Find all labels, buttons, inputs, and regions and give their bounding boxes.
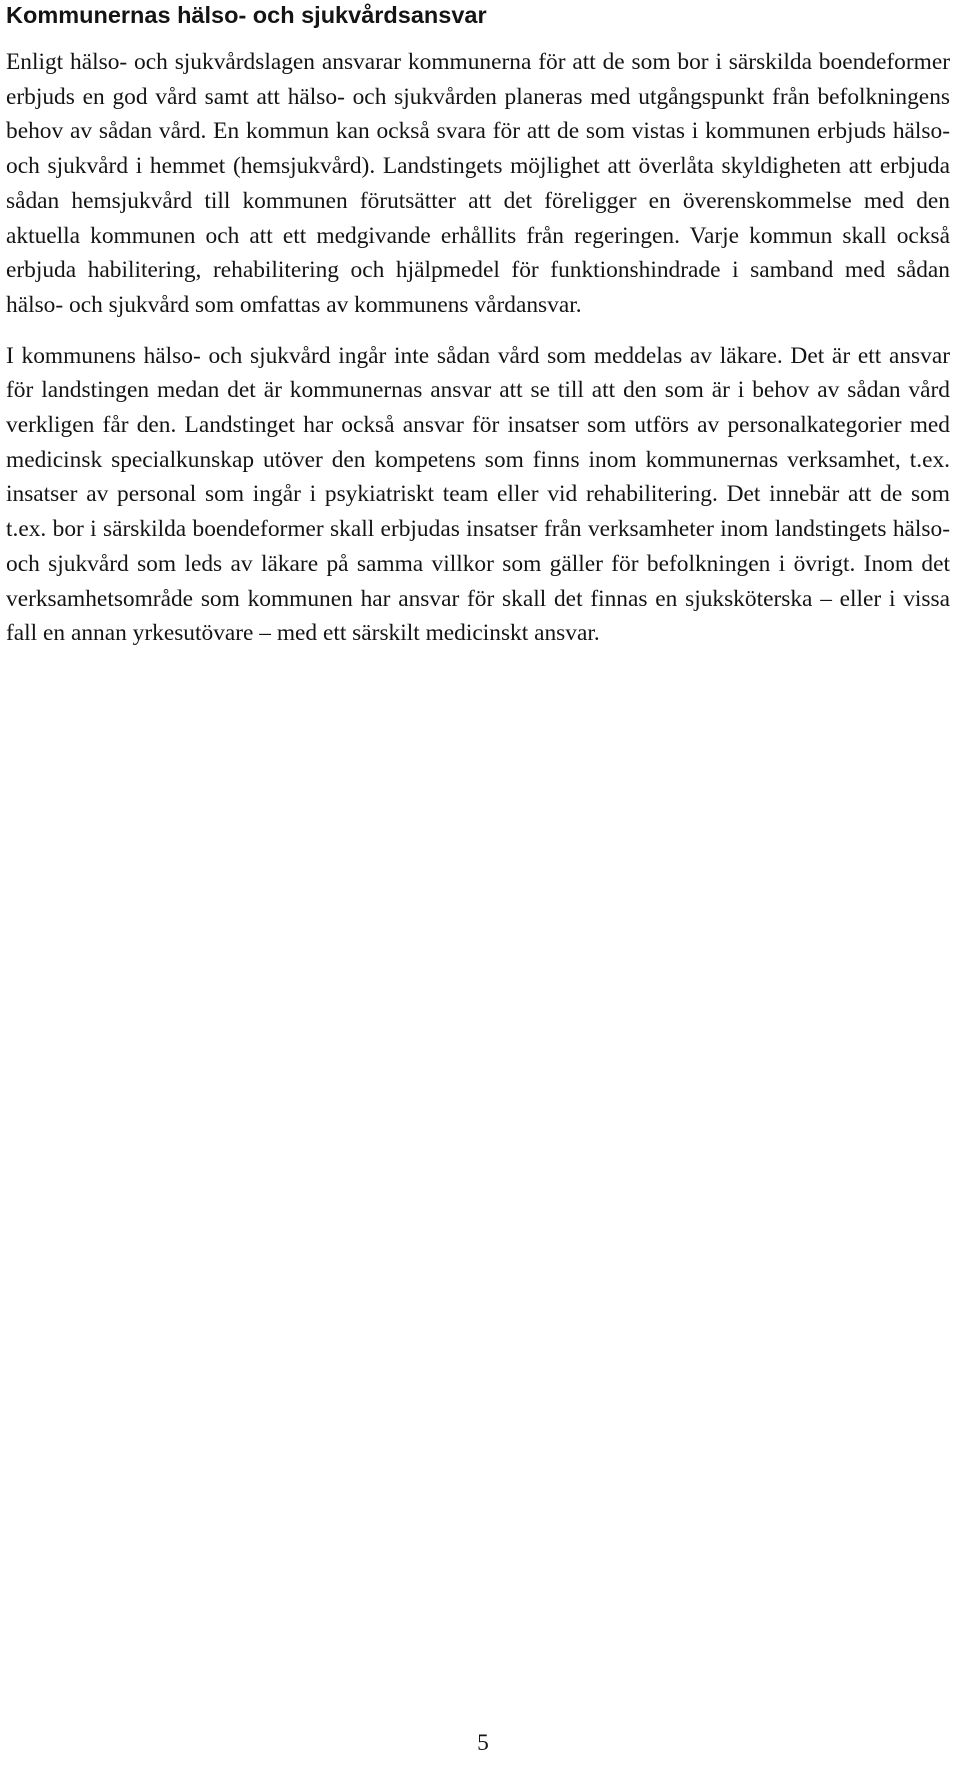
section-heading: Kommunernas hälso- och sjukvårdsansvar: [6, 2, 487, 28]
document-page: [6, 0, 950, 651]
paragraph-responsibility: Enligt hälso- och sjukvårdslagen ansvarar kommunerna för att de som bor i särskilda boendeformer erbjuds en god vård samt att hälso- och sjukvården planeras med utgångspunkt från befolkningens behov av sådan vård. En kommun kan också svara för att de som vistas i kommunen erbjuds hälso- och sjukvård i hemmet (hemsjukvård). Landstingets möjlighet att överlåta skyldigheten att erbjuda sådan hemsjukvård till kommunen förutsätter att det föreligger en överenskommelse med den aktuella kommunen och att ett medgivande erhållits från regeringen. Varje kommun skall också erbjuda habilitering, rehabilitering och hjälpmedel för funktionshindrade i samband med sådan hälso- och sjukvård som omfattas av kommunens vårdansvar.: [6, 49, 950, 318]
paragraph-physician-care: I kommunens hälso- och sjukvård ingår inte sådan vård som meddelas av läkare. Det är ett ansvar för landstingen medan det är kommunernas ansvar att se till att den som är i behov av sådan vård verkligen får den. Landstinget har också ansvar för insatser som utförs av personalkategorier med medicinsk specialkunskap utöver den kompetens som finns inom kommunernas verksamhet, t.ex. insatser av personal som ingår i psykiatriskt team eller vid rehabilitering. Det innebär att de som t.ex. bor i särskilda boendeformer skall erbjudas insatser från verksamheter inom landstingets hälso- och sjukvård som leds av läkare på samma villkor som gäller för befolkningen i övrigt. Inom det verksamhetsområde som kommunen har ansvar för skall det finnas en sjuksköterska – eller i vissa fall en annan yrkesutövare – med ett särskilt medicinskt ansvar.: [6, 342, 950, 647]
page-number: 5: [477, 1730, 489, 1756]
